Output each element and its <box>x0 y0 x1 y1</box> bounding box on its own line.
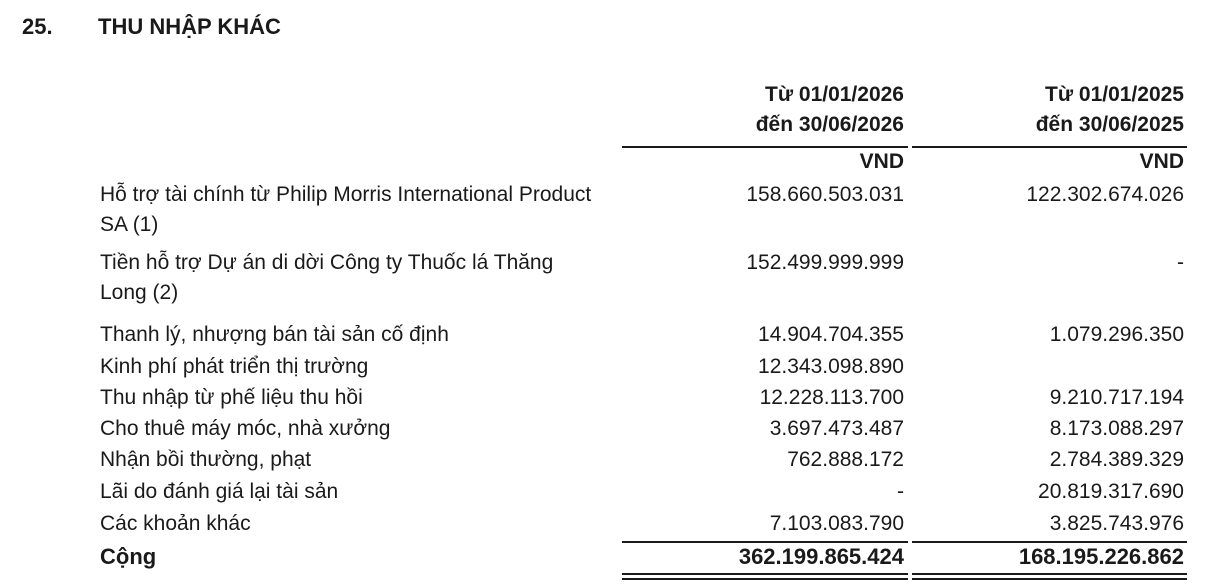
row-value-2026: 158.660.503.031 <box>746 183 904 206</box>
row-value-2025: 2.784.389.329 <box>1049 448 1184 471</box>
column-header-2026-line2: đến 30/06/2026 <box>755 113 904 136</box>
row-label: Nhận bồi thường, phạt <box>100 448 312 471</box>
column-header-2025-line2: đến 30/06/2025 <box>1035 113 1184 136</box>
column-2026-total-rule <box>622 541 908 543</box>
section-title: THU NHẬP KHÁC <box>98 14 281 39</box>
table-row <box>0 320 1206 352</box>
row-value-2026: 152.499.999.999 <box>746 251 904 274</box>
column-header-2025-line1: Từ 01/01/2025 <box>1045 83 1184 106</box>
row-value-2026: - <box>897 480 904 503</box>
table-row <box>0 352 1206 383</box>
column-2025-header-rule <box>912 146 1187 148</box>
table-row <box>0 445 1206 477</box>
row-value-2026: 762.888.172 <box>787 448 904 471</box>
section-number: 25. <box>22 14 53 39</box>
row-label: Tiền hỗ trợ Dự án di dời Công ty Thuốc lá Thăng Long (2) <box>100 251 554 304</box>
row-label: Kinh phí phát triển thị trường <box>100 355 369 378</box>
row-value-2025: 8.173.088.297 <box>1049 417 1184 440</box>
total-value-2025: 168.195.226.862 <box>1018 544 1184 569</box>
row-value-2025: 1.079.296.350 <box>1049 323 1184 346</box>
row-label: Lãi do đánh giá lại tài sản <box>100 480 339 503</box>
row-value-2025: - <box>1177 251 1184 274</box>
row-label: Hỗ trợ tài chính từ Philip Morris International Product SA (1) <box>100 183 592 236</box>
column-2025-total-rule <box>912 541 1187 543</box>
income-table-body <box>0 180 1206 541</box>
row-label: Các khoản khác <box>100 512 251 535</box>
row-label: Cho thuê máy móc, nhà xưởng <box>100 417 391 440</box>
row-value-2026: 7.103.083.790 <box>769 512 904 535</box>
row-value-2026: 3.697.473.487 <box>769 417 904 440</box>
column-2026-header-rule <box>622 146 908 148</box>
table-row <box>0 509 1206 541</box>
row-value-2025: 20.819.317.690 <box>1038 480 1184 503</box>
column-header-2026-line1: Từ 01/01/2026 <box>765 83 904 106</box>
total-value-2026: 362.199.865.424 <box>738 544 904 569</box>
row-value-2026: 12.228.113.700 <box>759 386 904 409</box>
row-value-2026: 12.343.098.890 <box>758 355 904 378</box>
column-header-2026 <box>756 80 904 140</box>
table-row <box>0 383 1206 414</box>
column-2026-double-underline <box>622 573 908 580</box>
row-label: Thanh lý, nhượng bán tài sản cố định <box>100 323 449 346</box>
total-label: Cộng <box>100 544 157 569</box>
column-2025-double-underline <box>912 573 1187 580</box>
row-label: Thu nhập từ phế liệu thu hồi <box>100 386 363 409</box>
row-value-2025: 3.825.743.976 <box>1049 512 1184 535</box>
table-row <box>0 414 1206 445</box>
row-value-2025: 9.210.717.194 <box>1049 386 1184 409</box>
column-2025-unit: VND <box>1139 150 1184 173</box>
table-row <box>0 248 1206 320</box>
table-row <box>0 477 1206 509</box>
column-2026-unit: VND <box>859 150 904 173</box>
column-header-2025 <box>1036 80 1184 140</box>
row-value-2026: 14.904.704.355 <box>758 323 904 346</box>
row-value-2025: 122.302.674.026 <box>1026 183 1184 206</box>
table-row <box>0 180 1206 248</box>
